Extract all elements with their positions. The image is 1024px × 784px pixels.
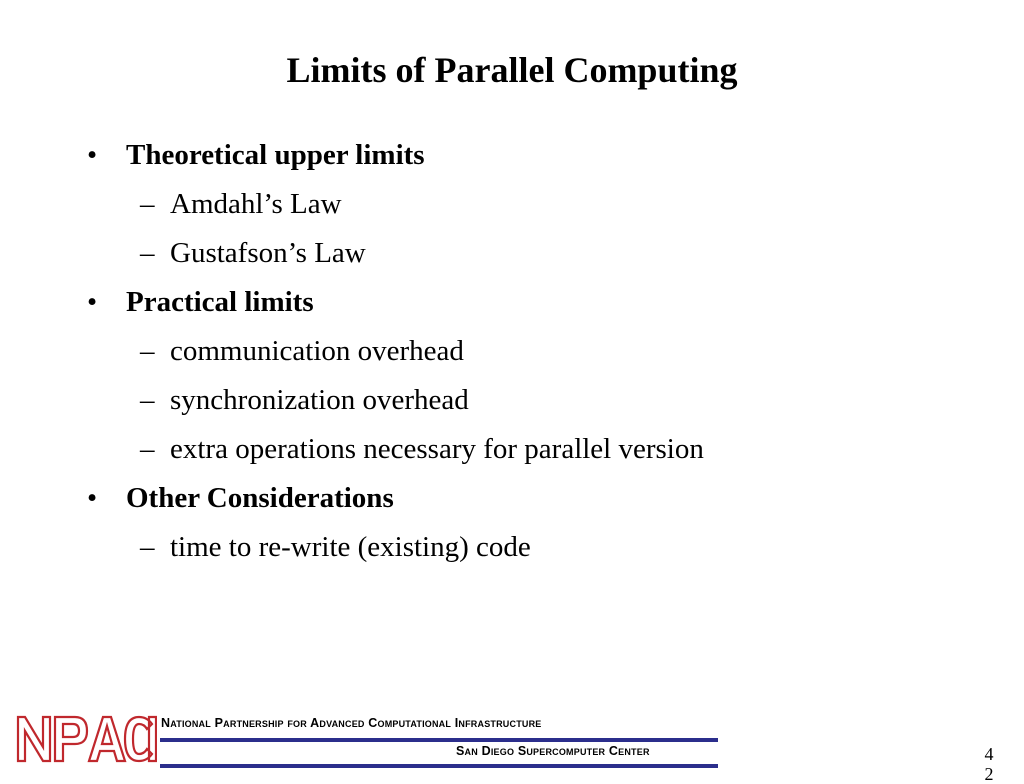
slide-title: Limits of Parallel Computing: [286, 50, 738, 90]
dash-marker: –: [140, 531, 155, 563]
bullet-heading: Theoretical upper limits: [126, 139, 425, 171]
page-number: 42: [984, 744, 994, 784]
bullet-heading: Practical limits: [126, 286, 314, 318]
footer-center-name: San Diego Supercomputer Center: [456, 744, 650, 758]
bullet-heading: Other Considerations: [126, 482, 394, 514]
footer-divider: [160, 764, 718, 768]
sub-bullet-text: synchronization overhead: [170, 384, 469, 416]
npaci-logo: [15, 711, 157, 765]
dash-marker: –: [140, 237, 155, 269]
bullet-marker: •: [87, 286, 98, 318]
sub-bullet-text: time to re-write (existing) code: [170, 531, 531, 563]
dash-marker: –: [140, 384, 155, 416]
dash-marker: –: [140, 335, 155, 367]
footer-organization: National Partnership for Advanced Computational Infrastructure: [161, 716, 542, 730]
sub-bullet-text: Amdahl’s Law: [170, 188, 342, 220]
sub-bullet-text: communication overhead: [170, 335, 464, 367]
sub-bullet-text: extra operations necessary for parallel version: [170, 433, 704, 465]
dash-marker: –: [140, 188, 155, 220]
footer-divider: [160, 738, 718, 742]
bullet-marker: •: [87, 482, 98, 514]
sub-bullet-text: Gustafson’s Law: [170, 237, 366, 269]
bullet-marker: •: [87, 139, 98, 171]
dash-marker: –: [140, 433, 155, 465]
